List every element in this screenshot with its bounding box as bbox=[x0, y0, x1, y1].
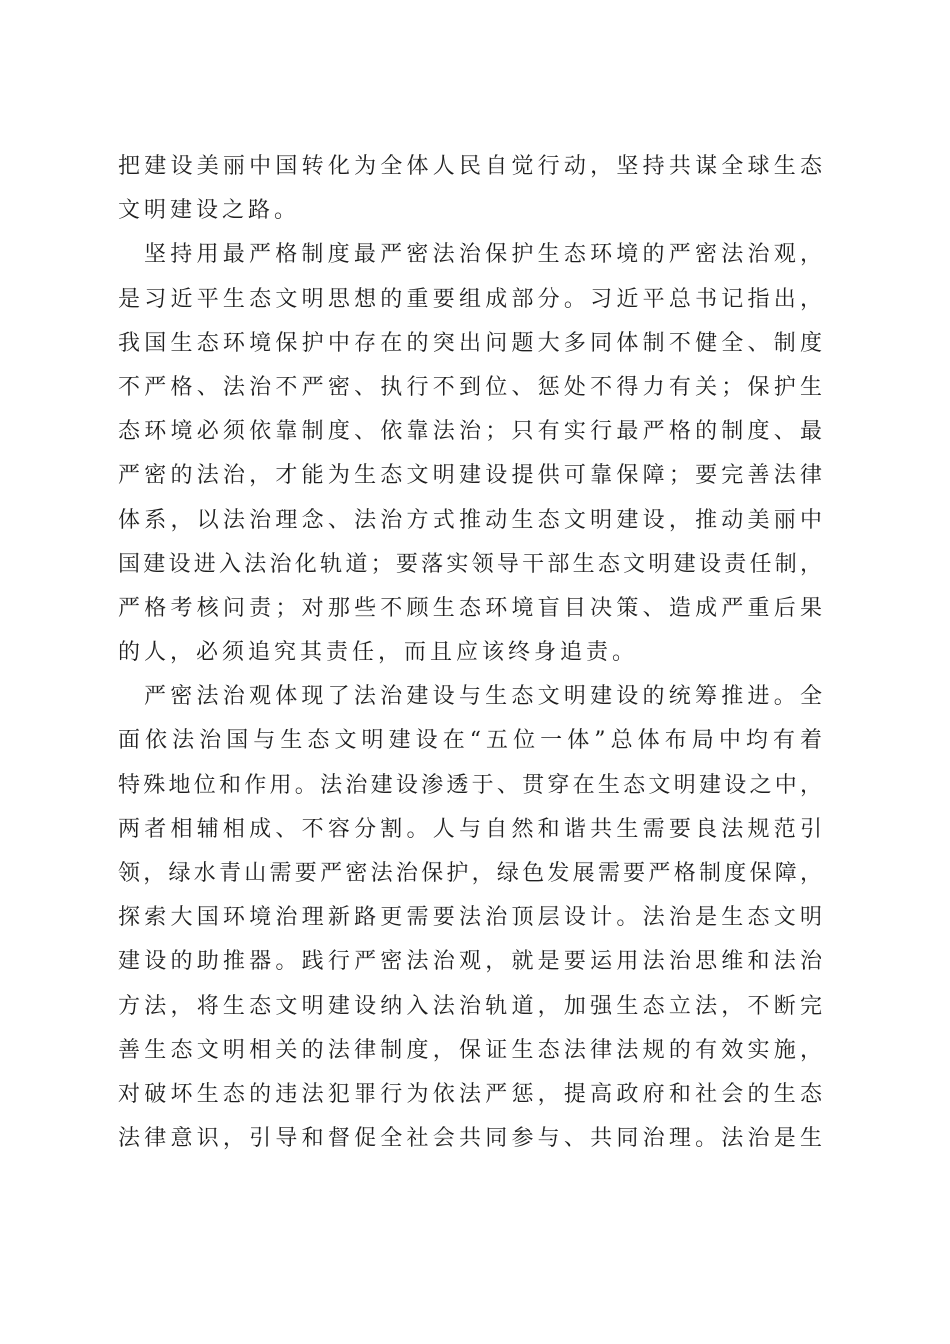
paragraph-2-line: 不严格、法治不严密、执行不到位、惩处不得力有关；保护生 bbox=[118, 374, 822, 400]
paragraph-2-line: 我国生态环境保护中存在的突出问题大多同体制不健全、制度 bbox=[118, 330, 822, 356]
paragraph-2-line: 坚持用最严格制度最严密法治保护生态环境的严密法治观， bbox=[144, 242, 822, 268]
paragraph-1-line: 文明建设之路。 bbox=[118, 198, 301, 224]
paragraph-3-line: 领，绿水青山需要严密法治保护，绿色发展需要严格制度保障， bbox=[118, 861, 822, 886]
paragraph-3-line: 建设的助推器。践行严密法治观，就是要运用法治思维和法治 bbox=[118, 949, 822, 975]
paragraph-2-line: 态环境必须依靠制度、依靠法治；只有实行最严格的制度、最 bbox=[118, 419, 822, 445]
document-page bbox=[118, 145, 822, 1161]
paragraph-3-line: 法律意识，引导和督促全社会共同参与、共同治理。法治是生 bbox=[118, 1126, 822, 1152]
paragraph-2-line: 是习近平生态文明思想的重要组成部分。习近平总书记指出， bbox=[118, 286, 822, 312]
paragraph-3-line: 善生态文明相关的法律制度，保证生态法律法规的有效实施， bbox=[118, 1037, 822, 1063]
paragraph-3-line: 特殊地位和作用。法治建设渗透于、贯穿在生态文明建设之中， bbox=[118, 772, 822, 798]
paragraph-3-line: 对破坏生态的违法犯罪行为依法严惩，提高政府和社会的生态 bbox=[118, 1081, 822, 1107]
paragraph-3-line: 探索大国环境治理新路更需要法治顶层设计。法治是生态文明 bbox=[118, 905, 822, 931]
paragraph-3-line: 严密法治观体现了法治建设与生态文明建设的统筹推进。全 bbox=[144, 684, 822, 710]
paragraph-2-line: 体系，以法治理念、法治方式推动生态文明建设，推动美丽中 bbox=[118, 507, 822, 533]
paragraph-3-line: 面依法治国与生态文明建设在“五位一体”总体布局中均有着 bbox=[118, 728, 822, 754]
paragraph-3-line: 方法，将生态文明建设纳入法治轨道，加强生态立法，不断完 bbox=[118, 993, 822, 1019]
paragraph-2-line: 严格考核问责；对那些不顾生态环境盲目决策、造成严重后果 bbox=[118, 595, 822, 621]
paragraph-2-line: 国建设进入法治化轨道；要落实领导干部生态文明建设责任制， bbox=[118, 551, 822, 577]
paragraph-2-line: 严密的法治，才能为生态文明建设提供可靠保障；要完善法律 bbox=[118, 463, 822, 489]
paragraph-2-line: 的人，必须追究其责任，而且应该终身追责。 bbox=[118, 640, 639, 666]
paragraph-1-line: 把建设美丽中国转化为全体人民自觉行动，坚持共谋全球生态 bbox=[118, 154, 822, 179]
paragraph-3-line: 两者相辅相成、不容分割。人与自然和谐共生需要良法规范引 bbox=[118, 816, 822, 842]
